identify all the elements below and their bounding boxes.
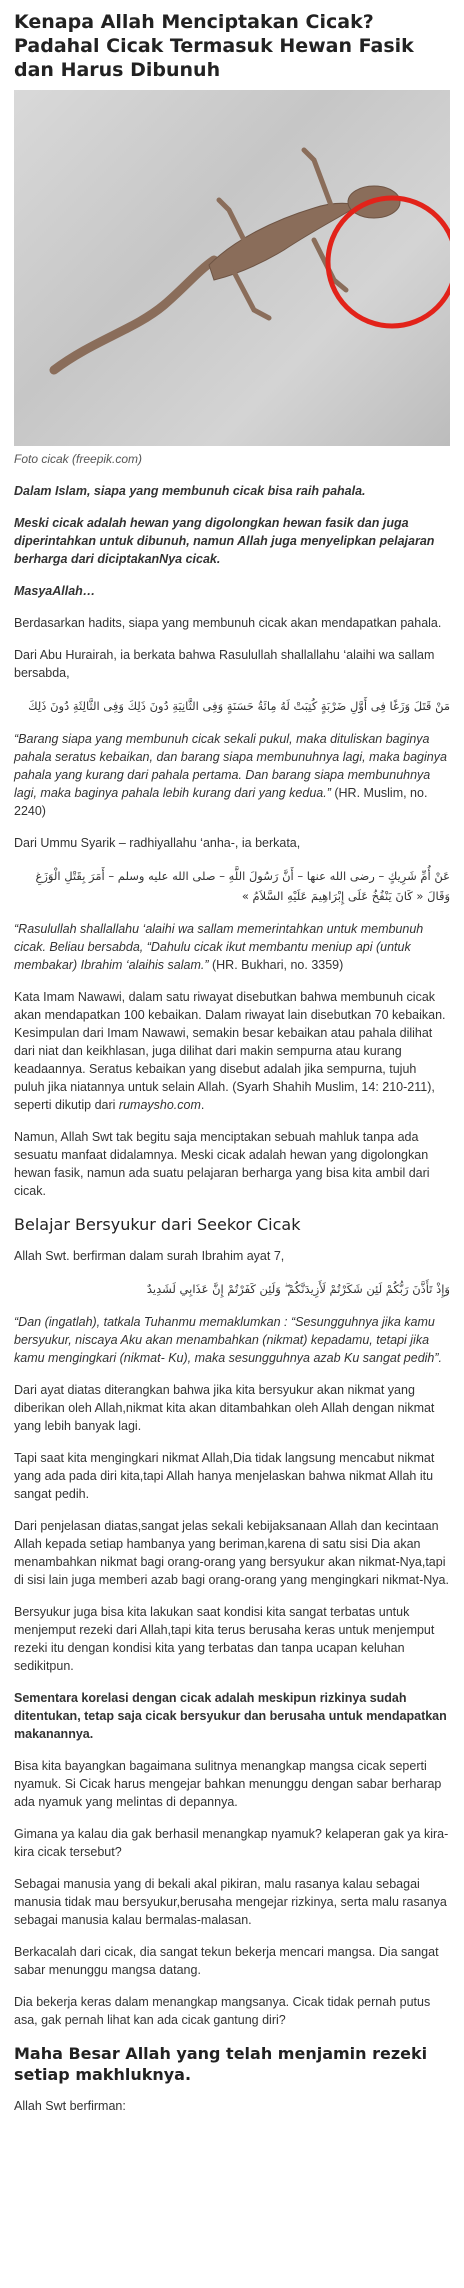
arabic-text: عَنْ أُمِّ شَرِيكٍ – رضى الله عنها – أَنَّ رَسُولَ اللَّهِ – صلى الله عليه وسلم – أَمَرَ بِقَتْلِ الْوَزَغِ وَقَالَ « كَانَ يَنْفُخُ عَلَى إِبْرَاهِيمَ عَلَيْهِ السَّلاَمُ »	[35, 869, 450, 903]
paragraph: Bisa kita bayangkan bagaimana sulitnya menangkap mangsa cicak seperti nyamuk. Si Cicak harus mengejar bahkan menunggu dengan sabar berharap ada nyamuk yang melintas di depannya.	[14, 1759, 442, 1809]
lead-paragraph: Dalam Islam, siapa yang membunuh cicak bisa raih pahala.	[14, 484, 366, 498]
exclamation: MasyaAllah…	[14, 584, 96, 598]
paragraph: Dari Ummu Syarik – radhiyallahu ‘anha-, ia berkata,	[14, 836, 301, 850]
paragraph: Allah Swt berfirman:	[14, 2099, 126, 2113]
hadith-text: “Barang siapa yang membunuh cicak sekali pukul, maka dituliskan baginya pahala seratus kebaikan, dan barang siapa membunuhnya lagi, maka baginya pahala yang kurang dari pahala pertama. Dan barang siapa membunuhnya lagi, maka baginya pahala lebih kurang dari yang kedua.”	[14, 732, 447, 800]
paragraph: Bersyukur juga bisa kita lakukan saat kondisi kita sangat terbatas untuk menjemput rezeki dari Allah,tapi kita terus berusaha keras untuk menjemput rezeki itu dengan kondisi kita yang terbatas dan tanpa ucapan keluhan sedikitpun.	[14, 1605, 435, 1673]
paragraph: Sebagai manusia yang di bekali akal pikiran, malu rasanya kalau sebagai manusia tidak mau bersyukur,berusaha mengejar rizkinya, serta malu rasanya sebagai manusia kalau bermalas-malasan.	[14, 1877, 447, 1927]
paragraph: Dari ayat diatas diterangkan bahwa jika kita bersyukur akan nikmat yang diberikan oleh Allah,nikmat kita akan ditambahkan oleh Allah dengan nikmat yang lebih banyak lagi.	[14, 1383, 435, 1433]
image-caption: Foto cicak (freepik.com)	[14, 452, 143, 466]
lead-paragraph: Meski cicak adalah hewan yang digolongkan hewan fasik dan juga diperintahkan untuk dibunuh, namun Allah juga menyelipkan pelajaran berharga dari diciptakanNya cicak.	[14, 516, 435, 566]
paragraph: Dari penjelasan diatas,sangat jelas sekali kebijaksanaan Allah dan kecintaan Allah kepada setiap hambanya yang beriman,karena di satu sisi Dia akan menambahkan nikmat bagi orang-orang yang bersyukur akan nikmat-Nya,tapi di sisi lain juga memberi azab bagi orang-orang yang mengingkari nikmat-Nya.	[14, 1519, 449, 1587]
paragraph-end: .	[200, 1098, 205, 1112]
source-link[interactable]: rumaysho.com	[118, 1098, 201, 1112]
paragraph: Tapi saat kita mengingkari nikmat Allah,Dia tidak langsung mencabut nikmat yang ada pada diri kita,tapi Allah hanya menjelaskan bahwa nikmat Allah itu sangat pedih.	[14, 1451, 435, 1501]
hadith-reference: (HR. Bukhari, no. 3359)	[208, 958, 344, 972]
paragraph: Dari Abu Hurairah, ia berkata bahwa Rasulullah shallallahu ‘alaihi wa sallam bersabda,	[14, 648, 435, 680]
arabic-text: مَنْ قَتَلَ وَزَغًا فِى أَوَّلِ ضَرْبَةٍ كُتِبَتْ لَهُ مِائَةُ حَسَنَةٍ وَفِى الثَّانِيَةِ دُونَ ذَلِكَ وَفِى الثَّالِثَةِ دُونَ ذَلِكَ	[28, 699, 450, 713]
paragraph: Berdasarkan hadits, siapa yang membunuh cicak akan mendapatkan pahala.	[14, 616, 442, 630]
paragraph: Dia bekerja keras dalam menangkap mangsanya. Cicak tidak pernah putus asa, gak pernah lihat kan ada cicak gantung diri?	[14, 1995, 431, 2027]
hadith-quote	[14, 920, 450, 974]
gecko-photo	[14, 90, 450, 446]
hadith-reference: (HR. Muslim, no. 2240)	[14, 786, 428, 818]
section-heading: Belajar Bersyukur dari Seekor Cicak	[14, 1215, 301, 1234]
hadith-quote	[14, 730, 450, 820]
paragraph	[14, 988, 450, 1114]
section-heading: Maha Besar Allah yang telah menjamin rezeki setiap makhluknya.	[14, 2044, 428, 2084]
paragraph: Berkacalah dari cicak, dia sangat tekun bekerja mencari mangsa. Dia sangat sabar menunggu mangsa datang.	[14, 1945, 439, 1977]
arabic-text: وَإِذْ تَأَذَّنَ رَبُّكُمْ لَئِن شَكَرْتُمْ لَأَزِيدَنَّكُمْ ۖ وَلَئِن كَفَرْتُمْ إِنَّ عَذَابِي لَشَدِيدٌ	[146, 1282, 450, 1296]
paragraph: Gimana ya kalau dia gak berhasil menangkap nyamuk? kelaperan gak ya kira-kira cicak tersebut?	[14, 1827, 449, 1859]
bold-paragraph: Sementara korelasi dengan cicak adalah meskipun rizkinya sudah ditentukan, tetap saja cicak bersyukur dan berusaha untuk mendapatkan makanannya.	[14, 1691, 447, 1741]
paragraph: Allah Swt. berfirman dalam surah Ibrahim ayat 7,	[14, 1249, 285, 1263]
article-title: Kenapa Allah Menciptakan Cicak? Padahal Cicak Termasuk Hewan Fasik dan Harus Dibunuh	[14, 11, 414, 81]
hadith-text: “Rasulullah shallallahu ‘alaihi wa sallam memerintahkan untuk membunuh cicak. Beliau bersabda, “Dahulu cicak ikut membantu meniup api (untuk membakar) Ibrahim ‘alaihis salam.”	[14, 922, 424, 972]
paragraph: Namun, Allah Swt tak begitu saja menciptakan sebuah mahluk tanpa ada sesuatu manfaat didalamnya. Meski cicak adalah hewan yang digolongkan hewan fasik, namun ada suatu pelajaran berharga yang bisa kita ambil dari cicak.	[14, 1130, 430, 1198]
paragraph-text: Kata Imam Nawawi, dalam satu riwayat disebutkan bahwa membunuh cicak akan mendapatkan 100 kebaikan. Dalam riwayat lain disebutkan 70 kebaikan. Kesimpulan dari Imam Nawawi, semakin besar kebaikan atau pahala dilihat dari niat dan keikhlasan, juga dilihat dari makin sempurna atau kurang keadaannya. Seratus kebaikan yang disebut adalah jika sempurna, tujuh puluh jika niatannya untuk selain Allah. (Syarh Shahih Muslim, 14: 210-211), seperti dikutip dari	[14, 990, 446, 1112]
quran-translation: “Dan (ingatlah), tatkala Tuhanmu memaklumkan : “Sesungguhnya jika kamu bersyukur, niscaya Aku akan menambahkan (nikmat) kepadamu, tetapi jika kamu mengingkari (nikmat- Ku), maka sesungguhnya azab Ku sangat pedih”.	[14, 1315, 443, 1365]
gecko-illustration	[14, 90, 450, 446]
